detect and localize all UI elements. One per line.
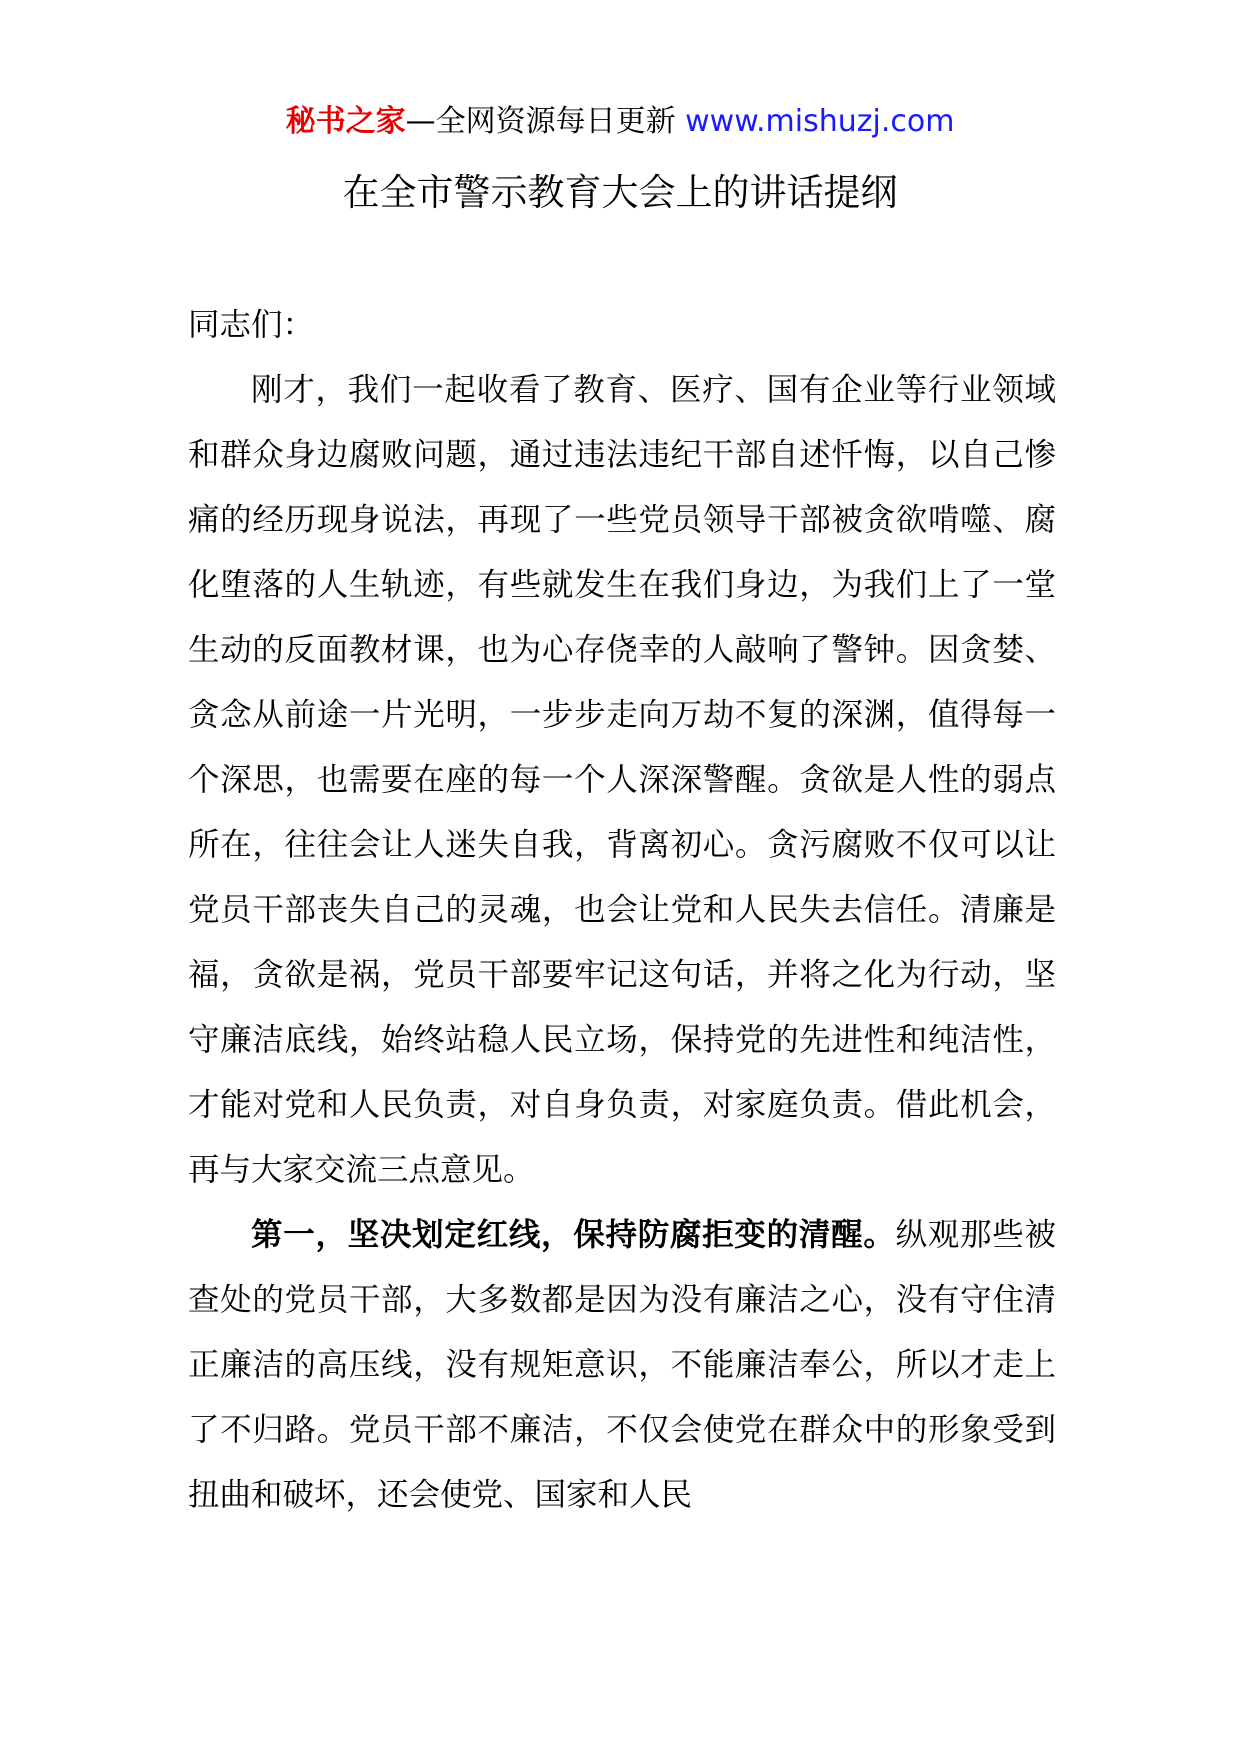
paragraph-point-one [188, 1203, 1056, 1528]
header-slogan: —全网资源每日更新 [405, 104, 686, 139]
point-one-text: 纵观那些被查处的党员干部，大多数都是因为没有廉洁之心，没有守住清正廉洁的高压线，没有规矩意识，不能廉洁奉公，所以才走上了不归路。党员干部不廉洁，不仅会使党在群众中的形象受到扭曲和破坏，还会使党、国家和人民 [188, 1217, 1056, 1513]
website-url: www.mishuzj.com [685, 104, 955, 139]
point-one-heading: 第一，坚决划定红线，保持防腐拒变的清醒。 [251, 1217, 896, 1253]
brand-name: 秘书之家 [285, 104, 406, 139]
document-title: 在全市警示教育大会上的讲话提纲 [342, 171, 898, 214]
paragraph-intro: 刚才，我们一起收看了教育、医疗、国有企业等行业领域和群众身边腐败问题，通过违法违纪干部自述忏悔，以自己惨痛的经历现身说法，再现了一些党员领导干部被贪欲啃噬、腐化堕落的人生轨迹，有些就发生在我们身边，为我们上了一堂生动的反面教材课，也为心存侥幸的人敲响了警钟。因贪婪、贪念从前途一片光明，一步步走向万劫不复的深渊，值得每一个深思，也需要在座的每一个人深深警醒。贪欲是人性的弱点所在，往往会让人迷失自我，背离初心。贪污腐败不仅可以让党员干部丧失自己的灵魂，也会让党和人民失去信任。清廉是福，贪欲是祸，党员干部要牢记这句话，并将之化为行动，坚守廉洁底线，始终站稳人民立场，保持党的先进性和纯洁性，才能对党和人民负责，对自身负责，对家庭负责。借此机会，再与大家交流三点意见。 [188, 372, 1056, 1188]
site-header [0, 100, 1240, 144]
salutation: 同志们： [188, 307, 315, 343]
document-body [188, 293, 1056, 1528]
